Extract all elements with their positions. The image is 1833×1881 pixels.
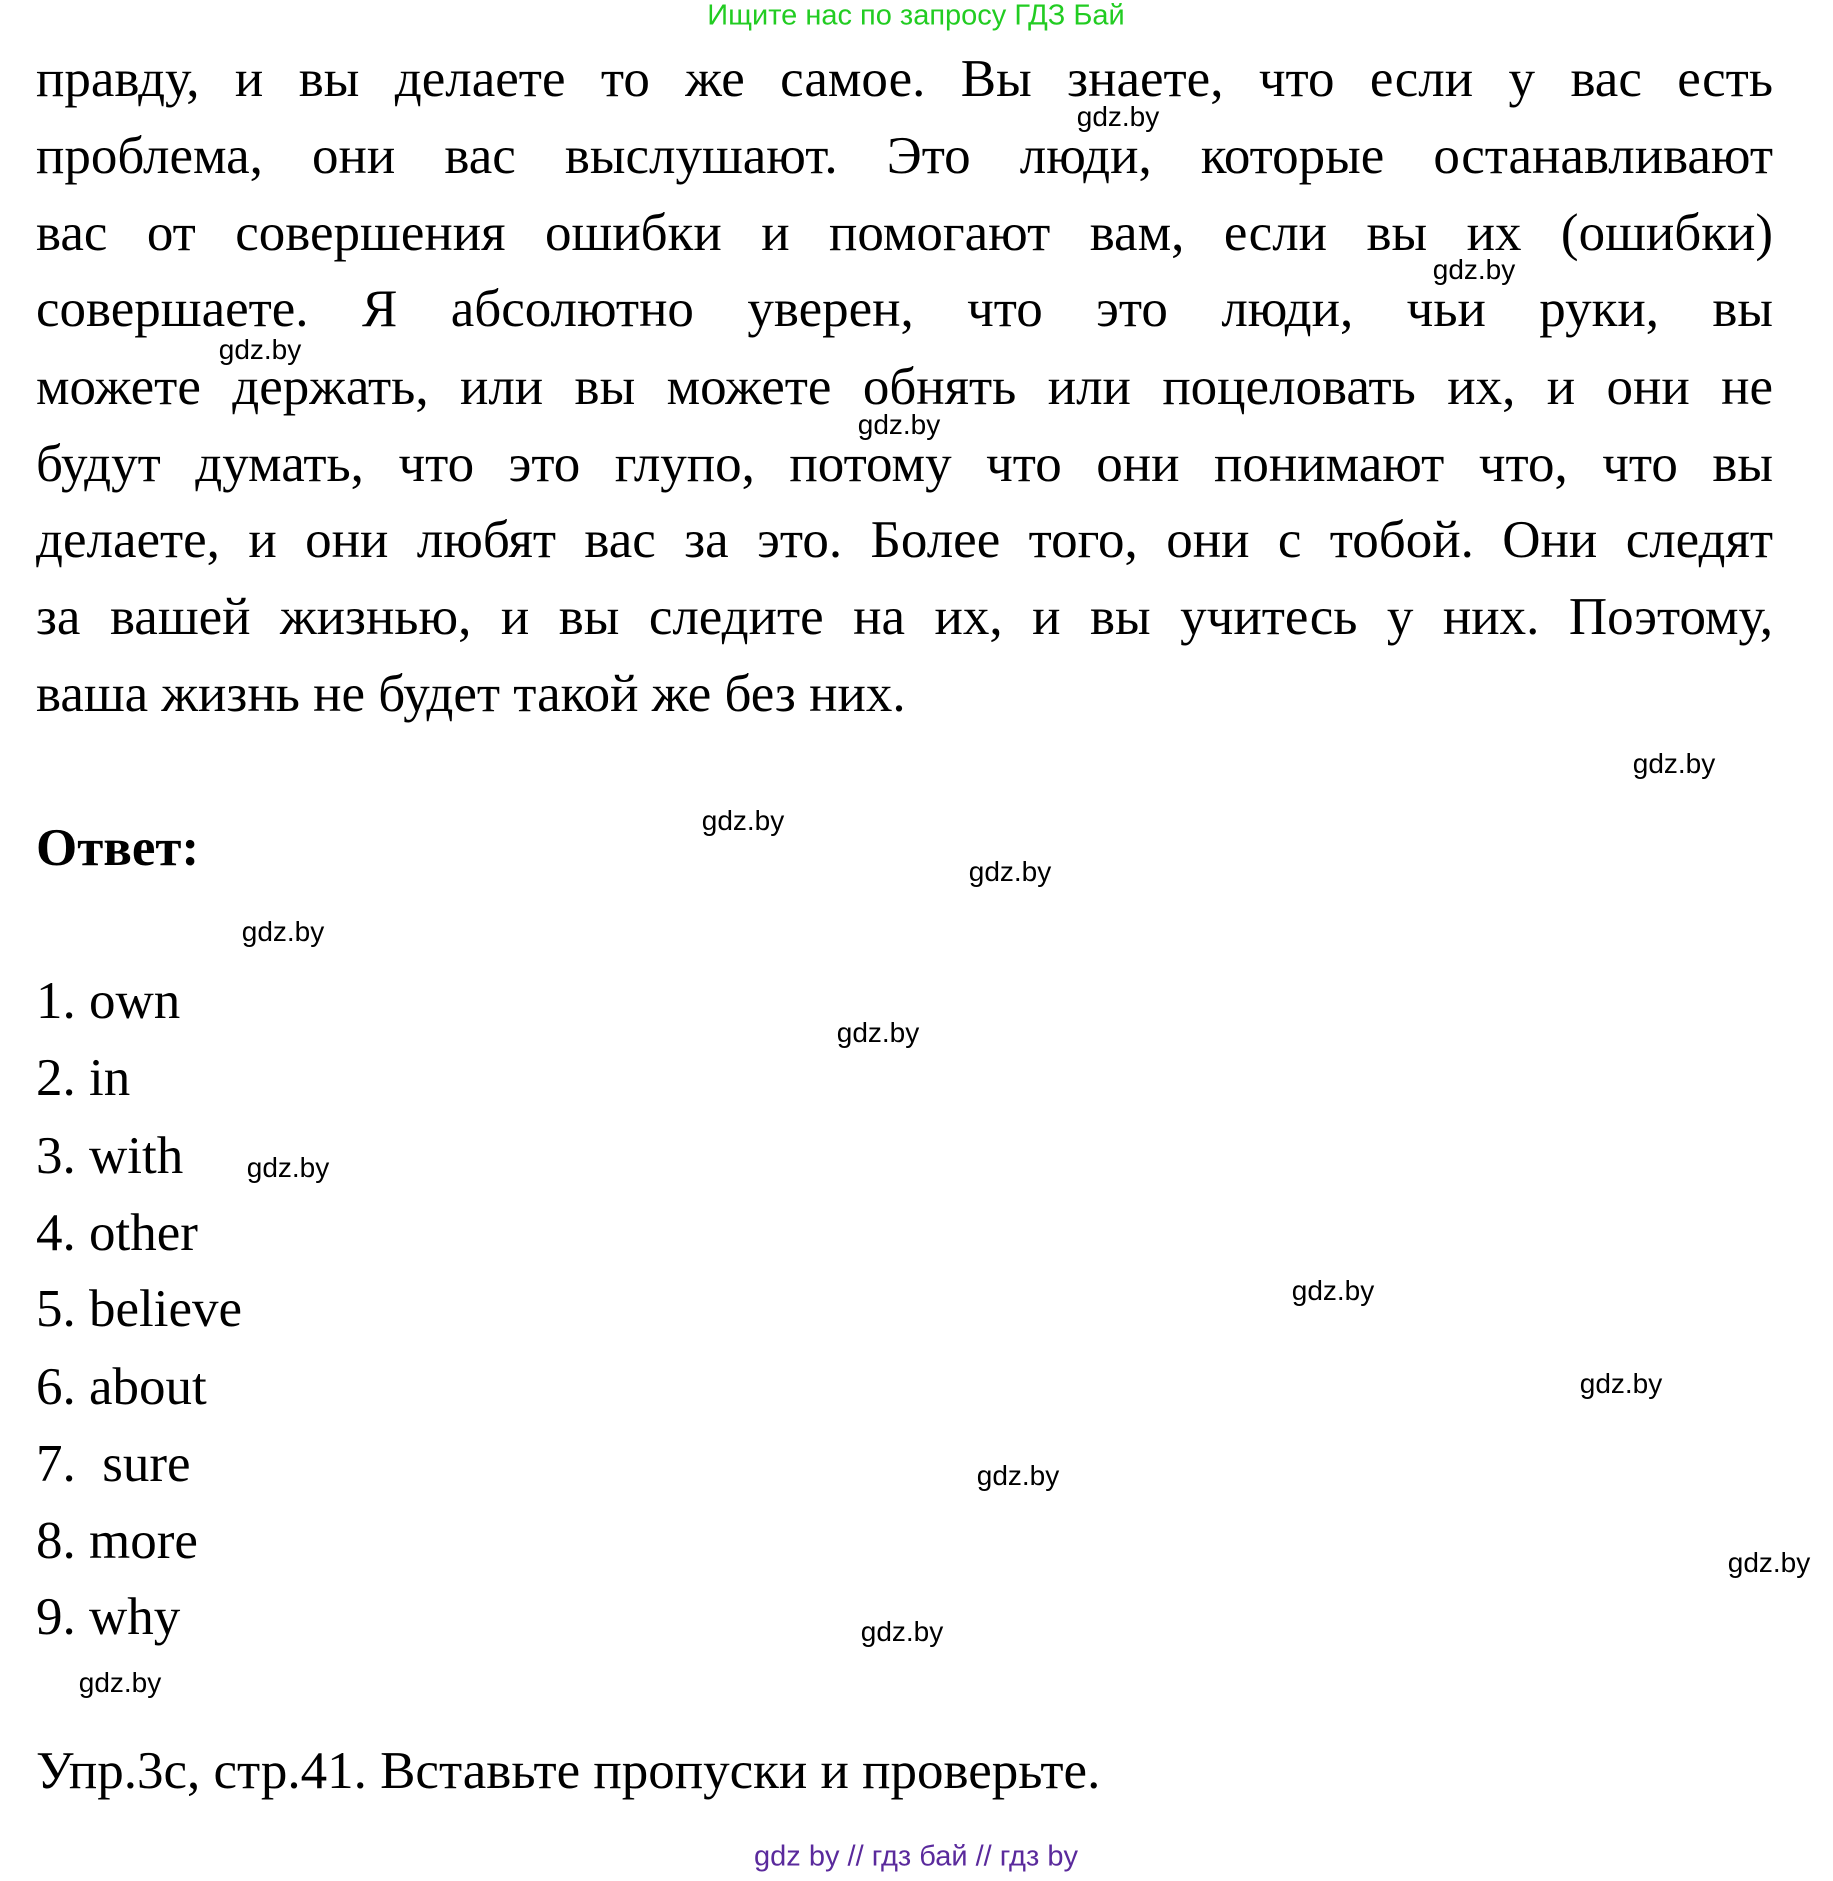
watermark: gdz.by	[857, 409, 941, 440]
watermark: gdz.by	[1291, 1275, 1375, 1306]
paragraph-line: за вашей жизнью, и вы следите на их, и вы учитесь у них. Поэтому,	[36, 588, 1773, 646]
answer-item: 3. with	[36, 1127, 184, 1185]
answer-item: 9. why	[36, 1588, 181, 1646]
answer-item: 4. other	[36, 1204, 198, 1262]
answer-item: 1. own	[36, 972, 181, 1030]
answer-item: 7. sure	[36, 1435, 191, 1493]
watermark: gdz.by	[976, 1460, 1060, 1491]
watermark: gdz.by	[1432, 254, 1516, 285]
paragraph-line: правду, и вы делаете то же самое. Вы знаете, что если у вас есть	[36, 50, 1773, 108]
next-task-heading: Упр.3с, стр.41. Вставьте пропуски и проверьте.	[36, 1742, 1101, 1800]
paragraph-line: делаете, и они любят вас за это. Более того, они с тобой. Они следят	[36, 511, 1773, 569]
watermark: gdz.by	[836, 1017, 920, 1048]
answer-item: 8. more	[36, 1512, 198, 1570]
answer-item: 6. about	[36, 1358, 207, 1416]
watermark: gdz.by	[1076, 101, 1160, 132]
watermark: gdz.by	[1632, 748, 1716, 779]
paragraph-line: ваша жизнь не будет такой же без них.	[36, 665, 906, 723]
search-banner: Ищите нас по запросу ГДЗ Бай	[707, 0, 1125, 32]
watermark: gdz.by	[860, 1616, 944, 1647]
watermark: gdz.by	[701, 805, 785, 836]
answer-heading: Ответ:	[36, 819, 200, 877]
watermark: gdz.by	[218, 334, 302, 365]
footer-links[interactable]: gdz by // гдз бай // гдз by	[754, 1840, 1078, 1873]
paragraph-line: будут думать, что это глупо, потому что они понимают что, что вы	[36, 435, 1773, 493]
watermark: gdz.by	[968, 856, 1052, 887]
watermark: gdz.by	[78, 1667, 162, 1698]
paragraph-line: вас от совершения ошибки и помогают вам, если вы их (ошибки)	[36, 204, 1773, 262]
watermark: gdz.by	[246, 1152, 330, 1183]
watermark: gdz.by	[1727, 1547, 1811, 1578]
paragraph-line: проблема, они вас выслушают. Это люди, которые останавливают	[36, 127, 1773, 185]
watermark: gdz.by	[241, 916, 325, 947]
watermark: gdz.by	[1579, 1368, 1663, 1399]
paragraph-line: совершаете. Я абсолютно уверен, что это люди, чьи руки, вы	[36, 280, 1773, 338]
paragraph-line: можете держать, или вы можете обнять или поцеловать их, и они не	[36, 358, 1773, 416]
answer-item: 5. believe	[36, 1280, 243, 1338]
answer-item: 2. in	[36, 1049, 131, 1107]
